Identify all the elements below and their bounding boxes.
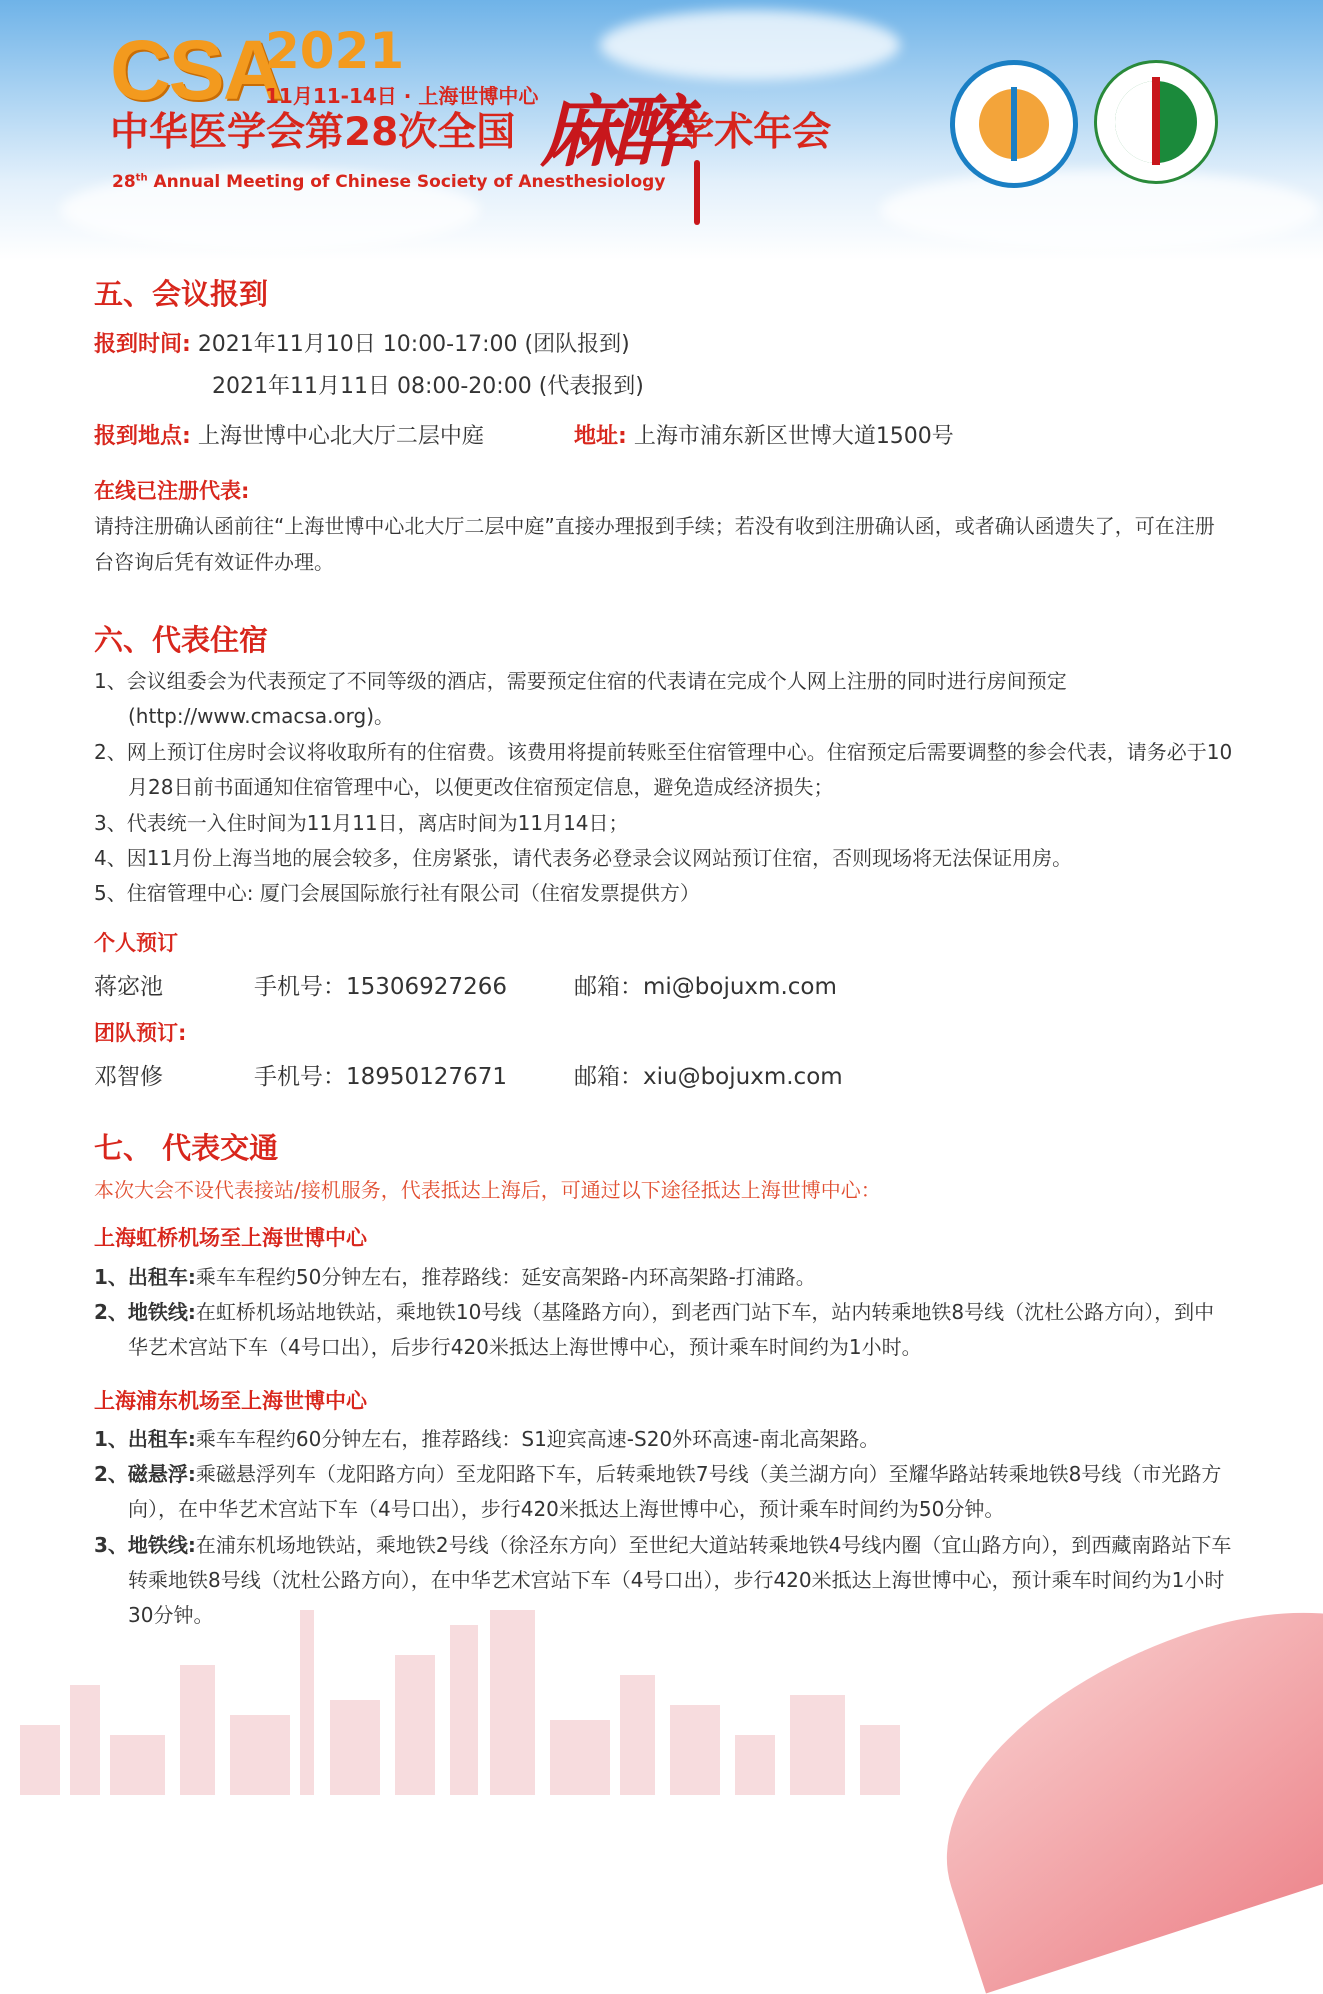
route-text: 在虹桥机场站地铁站，乘地铁10号线（基隆路方向），到老西门站下车，站内转乘地铁8号线（沈杜公路方向），到中华艺术宫站下车（4号口出），后步行420米抵达上海世博中心，预计乘车时间约为1小时。: [128, 1300, 1215, 1359]
title-en-prefix: 28: [112, 172, 136, 192]
route-text: 乘车车程约60分钟左右，推荐路线：S1迎宾高速-S20外环高速-南北高架路。: [195, 1427, 880, 1451]
header-banner: [0, 0, 1323, 260]
csa-logo: CSA: [110, 23, 282, 117]
personal-contact-phone: 手机号：15306927266: [254, 974, 507, 1000]
conference-dates-venue: 11月11-14日 · 上海世博中心: [265, 84, 539, 108]
accommodation-item: 5、住宿管理中心: 厦门会展国际旅行社有限公司（住宿发票提供方）: [94, 881, 700, 905]
title-en-sup: th: [135, 172, 148, 184]
title-cn-right: 学术年会: [675, 110, 832, 155]
online-registered-text: 请持注册确认函前往“上海世博中心北大厅二层中庭”直接办理报到手续；若没有收到注册确认函，或者确认函遗失了，可在注册台咨询后凭有效证件办理。: [94, 514, 1215, 574]
route-text: 在浦东机场地铁站，乘地铁2号线（徐泾东方向）至世纪大道站转乘地铁4号线内圈（宜山路方向），到西藏南路站下车转乘地铁8号线（沈杜公路方向），在中华艺术宫站下车（4号口出），步行420米抵达上海世博中心，预计乘车时间约为1小时30分钟。: [128, 1533, 1232, 1627]
cloud-decoration: [880, 170, 1320, 250]
section-heading-accommodation: 六、代表住宿: [94, 623, 269, 657]
online-registered-label: 在线已注册代表:: [94, 479, 250, 503]
route-label: 2、磁悬浮:: [94, 1462, 196, 1486]
group-booking-label: 团队预订:: [94, 1021, 187, 1045]
conference-year: 2021: [265, 22, 405, 80]
transport-note: 本次大会不设代表接站/接机服务，代表抵达上海后，可通过以下途径抵达上海世博中心：: [94, 1178, 881, 1202]
hongqiao-route-item: [94, 1295, 1234, 1365]
conference-title-en: [112, 172, 665, 192]
calligraphy-mazui: 麻醉: [540, 87, 685, 178]
hongqiao-route-title: 上海虹桥机场至上海世博中心: [94, 1226, 367, 1250]
route-label: 3、地铁线:: [94, 1533, 196, 1557]
registration-time-1: [94, 327, 630, 358]
route-label: 1、出租车:: [94, 1265, 196, 1289]
accommodation-item: 3、代表统一入住时间为11月11日，离店时间为11月14日；: [94, 811, 629, 835]
section-heading-transport: 七、 代表交通: [94, 1131, 279, 1165]
registration-address: [574, 419, 954, 450]
route-text: 乘磁悬浮列车（龙阳路方向）至龙阳路下车，后转乘地铁7号线（美兰湖方向）至耀华路站转乘地铁8号线（市光路方向），在中华艺术宫站下车（4号口出），步行420米抵达上海世博中心，预计乘车时间约为50分钟。: [128, 1462, 1222, 1521]
conference-title-cn: [110, 110, 832, 155]
title-en-rest: Annual Meeting of Chinese Society of Anesthesiology: [147, 172, 666, 192]
route-text: 乘车车程约50分钟左右，推荐路线：延安高架路-内环高架路-打浦路。: [195, 1265, 816, 1289]
place-label: 报到地点:: [94, 424, 191, 449]
accommodation-item: 1、会议组委会为代表预定了不同等级的酒店，需要预定住宿的代表请在完成个人网上注册的同时进行房间预定(http://www.cmacsa.org)。: [94, 669, 1067, 728]
address-value: 上海市浦东新区世博大道1500号: [633, 424, 954, 449]
cma-seal-icon: [950, 60, 1078, 188]
place-value: 上海世博中心北大厅二层中庭: [197, 424, 484, 449]
accommodation-item: 4、因11月份上海当地的展会较多，住房紧张，请代表务必登录会议网站预订住宿，否则现场将无法保证用房。: [94, 846, 1073, 870]
time-label: 报到时间:: [94, 332, 191, 357]
personal-booking-label: 个人预订: [94, 931, 178, 955]
accommodation-item: 2、网上预订住房时会议将收取所有的住宿费。该费用将提前转账至住宿管理中心。住宿预定后需要调整的参会代表，请务必于10月28日前书面通知住宿管理中心，以便更改住宿预定信息，避免造成经济损失；: [94, 740, 1233, 799]
title-cn-left: 中华医学会第28次全国: [110, 110, 516, 155]
registration-place: [94, 419, 484, 450]
csa-seal-icon: [1094, 60, 1218, 184]
personal-contact-email[interactable]: 邮箱：mi@bojuxm.com: [574, 974, 837, 1000]
pudong-route-item: [94, 1422, 1234, 1457]
registration-time-2: 2021年11月11日 08:00-20:00 (代表报到): [212, 374, 644, 399]
group-contact-phone: 手机号：18950127671: [254, 1064, 507, 1090]
brush-stroke: [694, 160, 700, 225]
personal-contact-name: 蒋宓池: [94, 974, 163, 1000]
group-contact-name: 邓智修: [94, 1064, 163, 1090]
time-value-1: 2021年11月10日 10:00-17:00 (团队报到): [197, 332, 630, 357]
route-label: 1、出租车:: [94, 1427, 196, 1451]
pudong-route-title: 上海浦东机场至上海世博中心: [94, 1389, 367, 1413]
address-label: 地址:: [574, 424, 627, 449]
section-heading-registration: 五、会议报到: [94, 277, 269, 311]
route-label: 2、地铁线:: [94, 1300, 196, 1324]
pudong-route-item: [94, 1457, 1234, 1527]
group-contact-email[interactable]: 邮箱：xiu@bojuxm.com: [574, 1064, 843, 1090]
hongqiao-route-item: [94, 1260, 1234, 1295]
